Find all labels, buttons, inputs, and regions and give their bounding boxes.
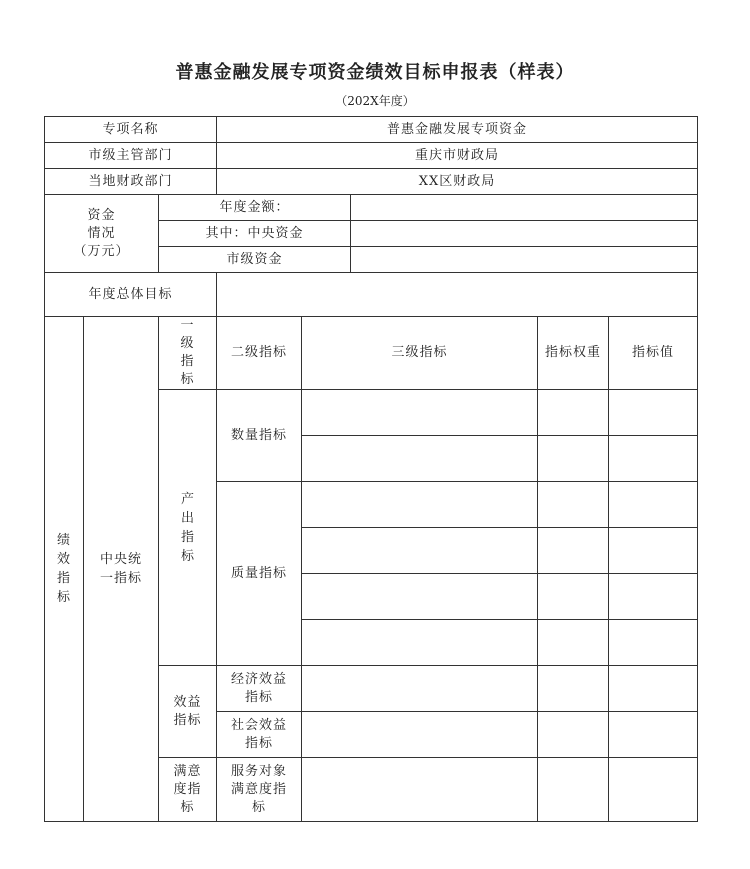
output-indicators-label [159,390,217,666]
city-dept-label: 市级主管部门 [45,143,217,169]
weight-cell[interactable] [538,620,609,666]
special-name-label: 专项名称 [45,117,217,143]
funds-label [45,195,159,273]
annual-goal-label: 年度总体目标 [45,273,217,317]
central-unified-text: 中央统一指标 [99,552,142,586]
perf-indicators-text: 绩效指标 [56,533,71,605]
row-indicator-header [45,317,698,390]
level3-cell[interactable] [302,758,538,822]
perf-indicators-label [45,317,84,822]
city-funds-label: 市级资金 [159,247,351,273]
satisfaction-indicators-text: 满意度指标 [173,763,202,815]
row-city-dept [45,143,698,169]
value-cell[interactable] [609,436,698,482]
local-dept-value[interactable]: XX区财政局 [217,169,698,195]
header-level1 [159,317,217,390]
funds-label-line3: （万元） [73,243,130,259]
row-annual-goal [45,273,698,317]
form-title: 普惠金融发展专项资金绩效目标申报表（样表） [175,62,575,83]
performance-goal-form [44,116,698,822]
service-satisfaction-text: 服务对象满意度指标 [230,763,287,815]
header-level2: 二级指标 [217,317,302,390]
social-benefit-label [217,712,302,758]
weight-cell[interactable] [538,390,609,436]
level3-cell[interactable] [302,712,538,758]
central-unified-label [84,317,159,822]
level3-cell[interactable] [302,666,538,712]
city-dept-value[interactable]: 重庆市财政局 [217,143,698,169]
row-annual-amount [45,195,698,221]
level3-cell[interactable] [302,390,538,436]
header-level3: 三级指标 [302,317,538,390]
level3-cell[interactable] [302,436,538,482]
weight-cell[interactable] [538,574,609,620]
header-level1-text: 一级指标 [180,318,195,387]
value-cell[interactable] [609,528,698,574]
service-satisfaction-label [217,758,302,822]
weight-cell[interactable] [538,712,609,758]
level3-cell[interactable] [302,574,538,620]
quantity-indicators-label: 数量指标 [217,390,302,482]
central-funds-value[interactable] [351,221,698,247]
row-local-dept [45,169,698,195]
benefit-indicators-label [159,666,217,758]
weight-cell[interactable] [538,436,609,482]
value-cell[interactable] [609,666,698,712]
form-year: （202X年度） [335,94,415,108]
value-cell[interactable] [609,620,698,666]
value-cell[interactable] [609,482,698,528]
level3-cell[interactable] [302,482,538,528]
satisfaction-indicators-label [159,758,217,822]
central-funds-label: 其中：中央资金 [159,221,351,247]
funds-label-line2: 情况 [87,225,116,241]
weight-cell[interactable] [538,666,609,712]
value-cell[interactable] [609,712,698,758]
value-cell[interactable] [609,574,698,620]
city-funds-value[interactable] [351,247,698,273]
weight-cell[interactable] [538,758,609,822]
local-dept-label: 当地财政部门 [45,169,217,195]
level3-cell[interactable] [302,620,538,666]
value-cell[interactable] [609,390,698,436]
weight-cell[interactable] [538,482,609,528]
value-cell[interactable] [609,758,698,822]
funds-label-line1: 资金 [87,207,116,223]
quality-indicators-label: 质量指标 [217,482,302,666]
annual-amount-value[interactable] [351,195,698,221]
weight-cell[interactable] [538,528,609,574]
economic-benefit-label [217,666,302,712]
row-special-name [45,117,698,143]
header-value: 指标值 [609,317,698,390]
annual-goal-value[interactable] [217,273,698,317]
special-name-value[interactable]: 普惠金融发展专项资金 [217,117,698,143]
annual-amount-label: 年度金额： [159,195,351,221]
benefit-indicators-text: 效益指标 [173,694,202,728]
level3-cell[interactable] [302,528,538,574]
header-weight: 指标权重 [538,317,609,390]
economic-benefit-text: 经济效益指标 [230,671,287,705]
social-benefit-text: 社会效益指标 [230,717,287,751]
output-indicators-text: 产出指标 [181,491,196,564]
